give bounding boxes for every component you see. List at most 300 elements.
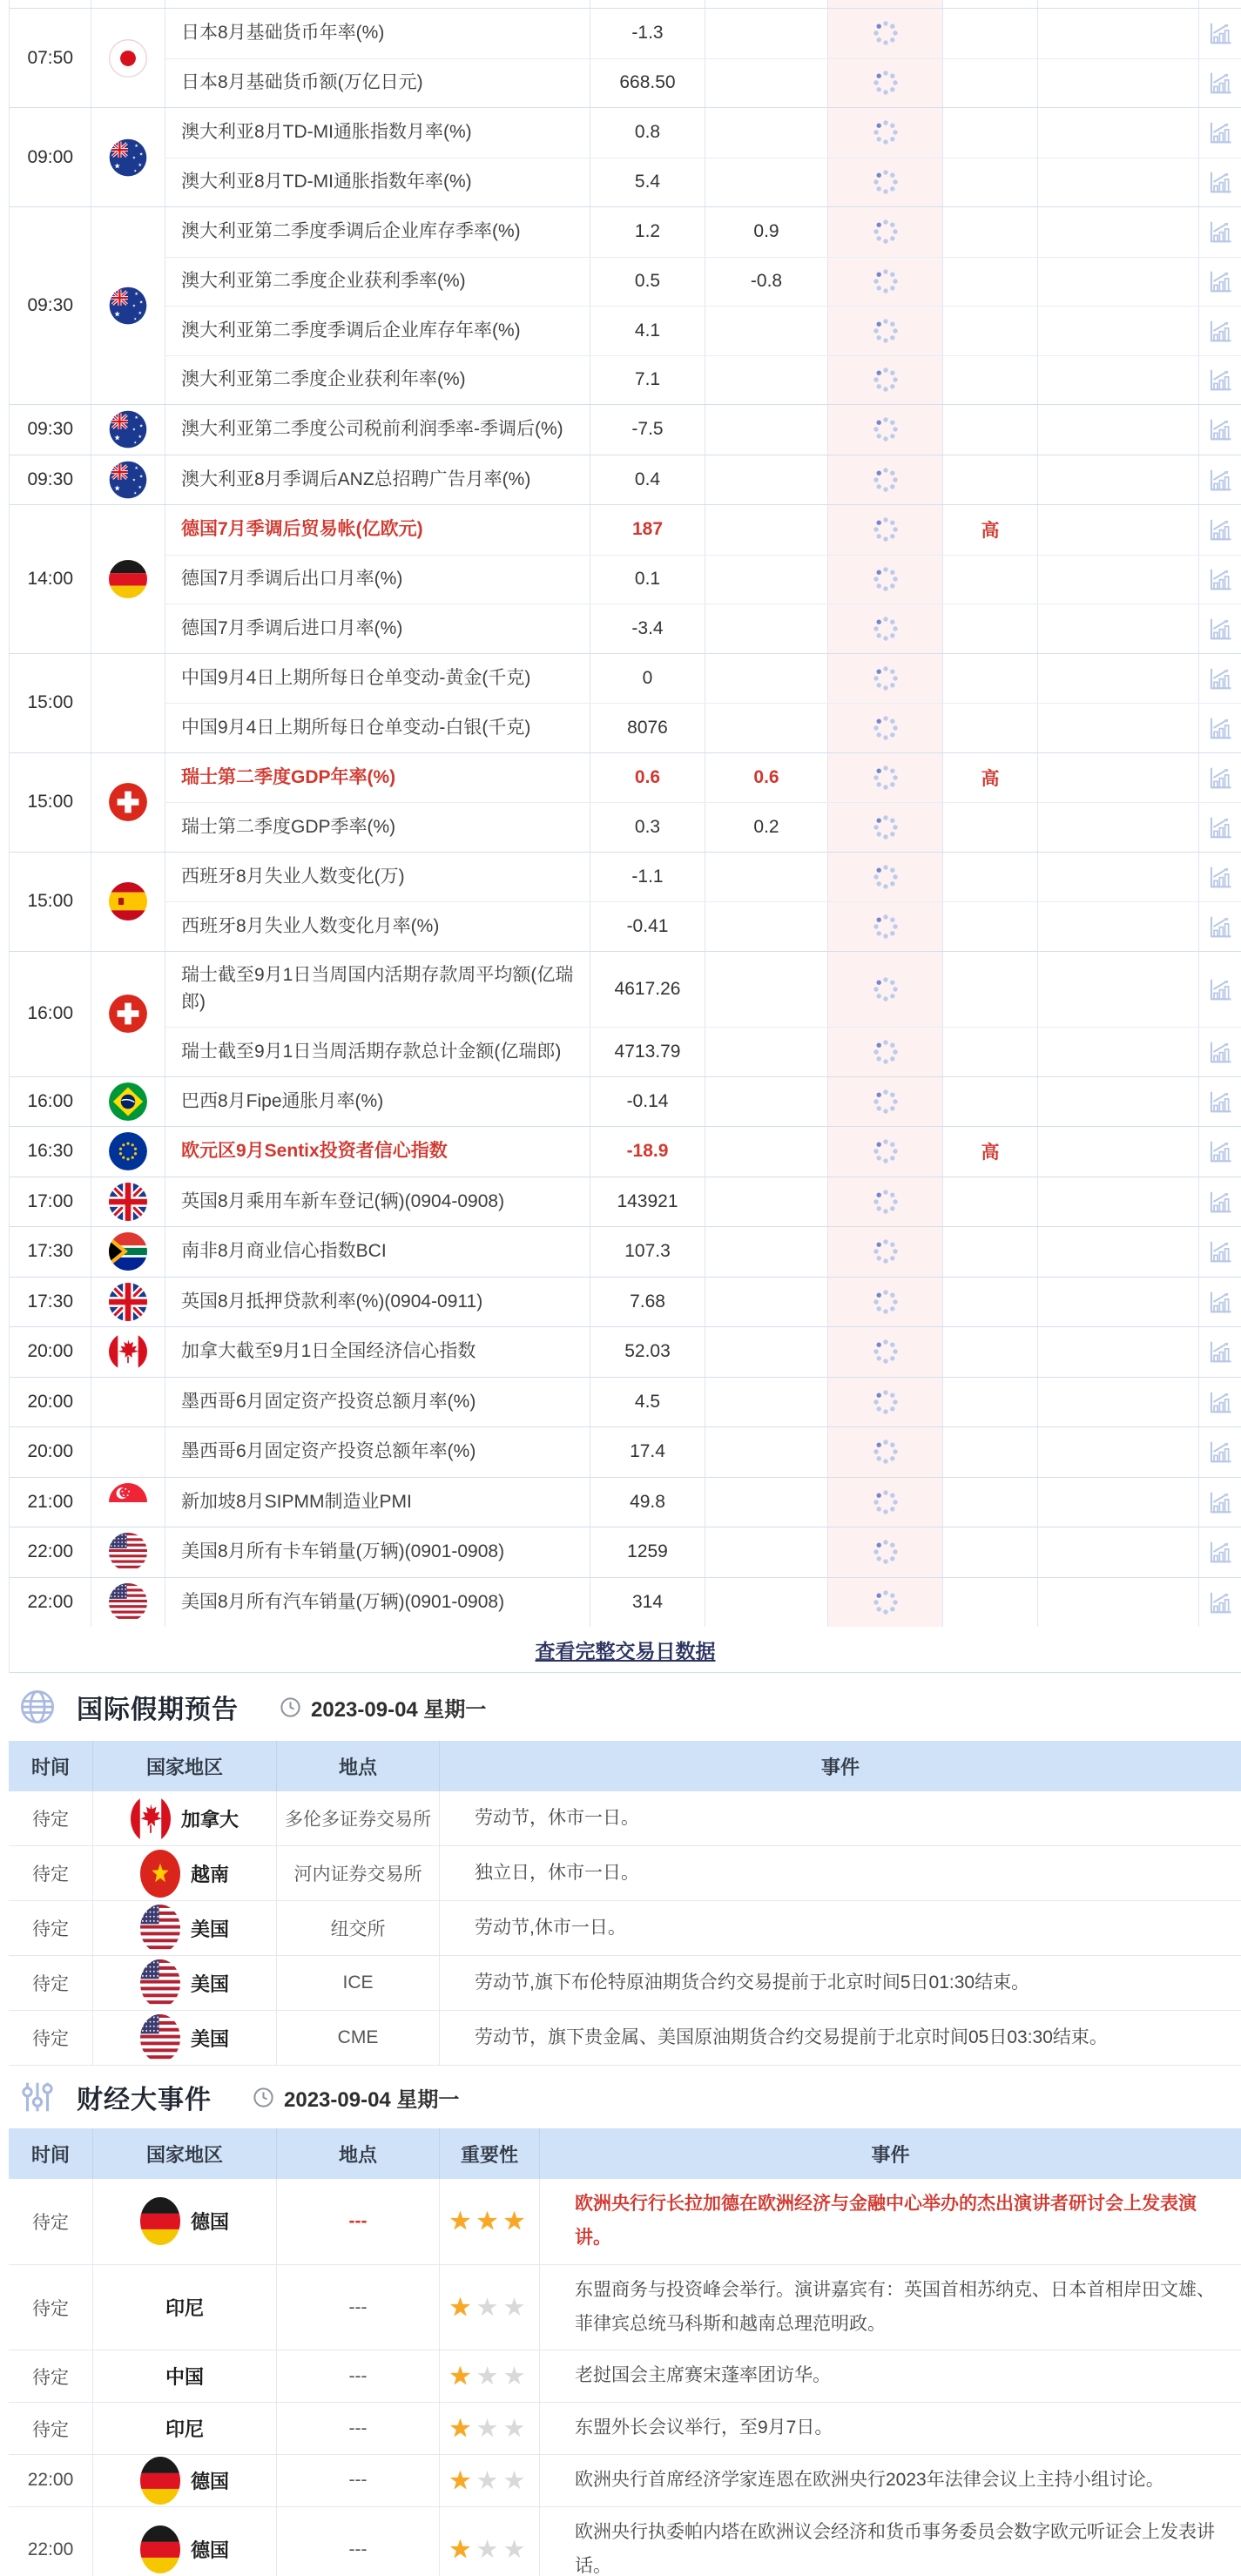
effect-cell xyxy=(1037,1527,1198,1577)
holiday-event-text: 劳动节，旗下贵金属、美国原油期货合约交易提前于北京时间05日03:30结束。 xyxy=(475,2026,1108,2047)
event-time: 22:00 xyxy=(10,1527,91,1577)
previous-value: -0.14 xyxy=(590,1077,705,1127)
holiday-table-header xyxy=(9,1741,1241,1791)
chart-cell xyxy=(1198,1278,1241,1327)
importance-label xyxy=(942,1378,1037,1427)
indicator-name: 德国7月季调后进口月率(%) xyxy=(181,617,403,638)
forecast-value xyxy=(705,1127,827,1177)
chart-cell xyxy=(1198,356,1241,405)
chart-cell xyxy=(1198,207,1241,257)
chart-icon[interactable] xyxy=(1207,70,1233,96)
holiday-place: 纽交所 xyxy=(277,1901,440,1955)
loading-spinner-icon xyxy=(872,1438,900,1466)
event-row xyxy=(9,2350,1241,2403)
effect-cell xyxy=(1037,1478,1198,1527)
chart-cell xyxy=(1198,1527,1241,1577)
holiday-event-text: 独立日，休市一日。 xyxy=(475,1862,639,1883)
previous-value: 52.03 xyxy=(590,1327,705,1377)
chart-icon[interactable] xyxy=(1207,516,1233,543)
event-time: 20:00 xyxy=(10,1427,91,1477)
actual-value-loading xyxy=(827,505,942,555)
indicator-row xyxy=(165,1227,1241,1277)
chart-icon[interactable] xyxy=(1207,1289,1233,1315)
actual-value-loading xyxy=(827,1227,942,1277)
chart-icon[interactable] xyxy=(1207,1238,1233,1264)
indicator-row xyxy=(165,1427,1241,1477)
event-time: 07:50 xyxy=(10,9,91,107)
event-place: --- xyxy=(277,2350,440,2402)
chart-icon[interactable] xyxy=(1207,467,1233,493)
event-time: 14:00 xyxy=(10,505,91,653)
previous-value: 107.3 xyxy=(590,1227,705,1277)
effect-cell xyxy=(1037,803,1198,852)
chart-cell xyxy=(1198,604,1241,653)
chart-cell xyxy=(1198,803,1241,852)
importance-label xyxy=(942,108,1037,158)
previous-value: 0.8 xyxy=(590,108,705,158)
chart-icon[interactable] xyxy=(1207,864,1233,890)
actual-value-loading xyxy=(827,9,942,58)
importance-label xyxy=(942,1028,1037,1076)
indicator-row xyxy=(165,108,1241,158)
star-empty-icon: ★ xyxy=(475,2536,503,2565)
forecast-value xyxy=(705,902,827,951)
effect-cell xyxy=(1037,853,1198,902)
chart-icon[interactable] xyxy=(1207,1138,1233,1164)
loading-spinner-icon xyxy=(872,168,900,196)
loading-spinner-icon xyxy=(872,267,900,295)
actual-value-loading xyxy=(827,1427,942,1477)
flag-de-icon xyxy=(140,2457,180,2505)
effect-cell xyxy=(1037,405,1198,455)
previous-value: -18.9 xyxy=(590,1127,705,1177)
event-time: 17:30 xyxy=(10,1227,91,1277)
chart-icon[interactable] xyxy=(1207,1039,1233,1065)
flag-au-icon xyxy=(109,287,147,325)
holiday-country xyxy=(93,1791,277,1845)
importance-label xyxy=(942,902,1037,951)
forecast-value xyxy=(705,1427,827,1477)
previous-value: 0.4 xyxy=(590,455,705,505)
chart-cell xyxy=(1198,1028,1241,1076)
forecast-value xyxy=(705,1527,827,1577)
flag-gb-icon xyxy=(109,1283,147,1321)
chart-cell xyxy=(1198,753,1241,803)
flag-ca-icon xyxy=(131,1795,171,1843)
loading-spinner-icon xyxy=(872,1137,900,1165)
country-flag-cell xyxy=(91,1478,165,1527)
country-name: 越南 xyxy=(190,1863,229,1885)
event-country xyxy=(93,2403,277,2454)
chart-icon[interactable] xyxy=(1207,268,1233,294)
indicator-name: 澳大利亚第二季度季调后企业库存年率(%) xyxy=(181,320,521,341)
event-place: --- xyxy=(277,2179,440,2264)
chart-icon[interactable] xyxy=(1207,119,1233,145)
loading-spinner-icon xyxy=(872,1288,900,1316)
previous-value: 1259 xyxy=(590,1527,705,1577)
indicator-name: 欧元区9月Sentix投资者信心指数 xyxy=(181,1141,448,1162)
event-place: --- xyxy=(277,2265,440,2350)
actual-value-loading xyxy=(827,455,942,505)
indicator-row xyxy=(165,355,1241,405)
actual-value-loading xyxy=(827,1278,942,1327)
country-flag-cell xyxy=(91,853,165,951)
previous-value: 4617.26 xyxy=(590,952,705,1028)
chart-icon[interactable] xyxy=(1207,616,1233,642)
flag-sg-icon xyxy=(109,1483,147,1521)
forecast-value: 0.6 xyxy=(705,753,827,803)
flag-us-icon xyxy=(140,2014,180,2062)
importance-label xyxy=(942,207,1037,257)
country-flag-cell xyxy=(91,952,165,1076)
star-empty-icon: ★ xyxy=(502,2466,530,2495)
chart-cell xyxy=(1198,1327,1241,1377)
indicator-row xyxy=(165,1127,1241,1177)
chart-icon[interactable] xyxy=(1207,1089,1233,1115)
country-flag-cell xyxy=(91,405,165,455)
chart-icon[interactable] xyxy=(1207,1589,1233,1615)
event-time: 17:30 xyxy=(10,1278,91,1327)
actual-value-loading xyxy=(827,604,942,653)
star-filled-icon: ★ xyxy=(449,2363,476,2391)
indicator-name: 瑞士截至9月1日当周国内活期存款周平均额(亿瑞郎) xyxy=(181,965,574,1012)
event-time: 21:00 xyxy=(10,1478,91,1527)
importance-stars xyxy=(449,2465,530,2496)
previous-value: -1.1 xyxy=(590,853,705,902)
indicator-row xyxy=(165,0,1241,8)
loading-spinner-icon xyxy=(872,516,900,543)
chart-cell xyxy=(1198,1427,1241,1477)
indicator-name: 新加坡8月SIPMM制造业PMI xyxy=(181,1491,412,1512)
country-flag-cell xyxy=(91,1427,165,1477)
clock-icon xyxy=(279,1696,302,1719)
effect-cell xyxy=(1037,1378,1198,1427)
forecast-value xyxy=(705,9,827,58)
indicator-name: 英国8月乘用车新车登记(辆)(0904-0908) xyxy=(181,1190,505,1211)
calendar-time-group xyxy=(10,752,1241,852)
chart-cell xyxy=(1198,505,1241,555)
actual-value-loading xyxy=(827,1077,942,1127)
forecast-value xyxy=(705,1327,827,1377)
calendar-time-group xyxy=(10,1527,1241,1577)
indicator-row xyxy=(165,1378,1241,1427)
flag-ch-icon xyxy=(109,995,147,1033)
actual-value-loading xyxy=(827,952,942,1028)
event-time: 09:30 xyxy=(10,405,91,455)
country-name: 美国 xyxy=(190,2027,229,2050)
importance-label xyxy=(942,1177,1037,1227)
previous-value: 49.8 xyxy=(590,1478,705,1527)
forecast-value xyxy=(705,1278,827,1327)
event-text: 欧洲央行执委帕内塔在欧洲议会经济和货币事务委员会数字欧元听证会上发表讲话。 xyxy=(575,2521,1215,2576)
country-flag-cell xyxy=(91,207,165,404)
forecast-value xyxy=(705,307,827,355)
chart-icon[interactable] xyxy=(1207,765,1233,791)
chart-cell xyxy=(1198,108,1241,158)
forecast-value xyxy=(705,108,827,158)
loading-spinner-icon xyxy=(872,975,900,1003)
previous-value: 5.4 xyxy=(590,158,705,207)
importance-label: 高 xyxy=(942,1127,1037,1177)
header-time: 时间 xyxy=(9,1741,93,1791)
indicator-name: 西班牙8月失业人数变化(万) xyxy=(181,866,405,887)
actual-value-loading xyxy=(827,1578,942,1628)
importance-label xyxy=(942,1077,1037,1127)
effect-cell xyxy=(1037,604,1198,653)
event-time: 20:00 xyxy=(10,1327,91,1377)
holiday-time: 待定 xyxy=(9,1956,93,2010)
chart-icon[interactable] xyxy=(1207,566,1233,592)
chart-cell xyxy=(1198,704,1241,752)
previous-value: 17.4 xyxy=(590,1427,705,1477)
flag-au-icon xyxy=(109,410,147,448)
country-name: 印尼 xyxy=(165,2297,204,2320)
actual-value-loading xyxy=(827,556,942,604)
chart-icon[interactable] xyxy=(1207,219,1233,245)
header-country: 国家地区 xyxy=(93,2128,277,2179)
chart-icon[interactable] xyxy=(1207,416,1233,442)
importance-label xyxy=(942,1327,1037,1377)
calendar-time-group xyxy=(10,1326,1241,1377)
chart-icon[interactable] xyxy=(1207,1489,1233,1515)
effect-cell xyxy=(1037,59,1198,108)
event-time: 09:30 xyxy=(10,455,91,505)
event-time: 16:00 xyxy=(10,952,91,1076)
chart-icon[interactable] xyxy=(1207,1539,1233,1565)
calendar-time-group xyxy=(10,852,1241,951)
holiday-row xyxy=(9,2011,1241,2066)
effect-cell xyxy=(1037,1028,1198,1076)
indicator-row xyxy=(165,1527,1241,1577)
indicator-name: 澳大利亚8月TD-MI通胀指数月率(%) xyxy=(181,122,472,143)
chart-icon[interactable] xyxy=(1207,1389,1233,1415)
loading-spinner-icon xyxy=(872,615,900,643)
actual-value-loading xyxy=(827,902,942,951)
header-country: 国家地区 xyxy=(93,1741,277,1791)
clock-icon xyxy=(252,2086,275,2109)
indicator-row xyxy=(165,257,1241,307)
indicator-name: 英国8月抵押贷款利率(%)(0904-0911) xyxy=(181,1291,483,1312)
indicator-name: 澳大利亚第二季度公司税前利润季率-季调后(%) xyxy=(181,419,563,440)
indicator-row xyxy=(165,9,1241,58)
sliders-icon xyxy=(17,2077,57,2117)
indicator-row xyxy=(165,1027,1241,1076)
flag-de-icon xyxy=(140,2525,180,2573)
chart-cell xyxy=(1198,59,1241,108)
country-name: 德国 xyxy=(190,2211,229,2234)
view-full-data-row xyxy=(10,1627,1241,1673)
effect-cell xyxy=(1037,654,1198,704)
chart-icon[interactable] xyxy=(1207,169,1233,195)
importance-label xyxy=(942,59,1037,108)
importance-label xyxy=(942,258,1037,307)
forecast-value: -0.8 xyxy=(705,258,827,307)
holiday-time: 待定 xyxy=(9,1791,93,1845)
effect-cell xyxy=(1037,1227,1198,1277)
indicator-row xyxy=(165,654,1241,704)
previous-value: 0 xyxy=(590,654,705,704)
indicator-name: 日本8月基础货币年率(%) xyxy=(181,23,385,44)
loading-spinner-icon xyxy=(872,19,900,47)
indicator-name: 西班牙8月失业人数变化月率(%) xyxy=(181,915,440,936)
event-time: 待定 xyxy=(9,2265,93,2350)
country-flag-cell xyxy=(91,1127,165,1177)
loading-spinner-icon xyxy=(872,317,900,345)
holiday-place: 多伦多证券交易所 xyxy=(277,1791,440,1845)
event-time: 待定 xyxy=(9,2179,93,2264)
previous-value: 0.3 xyxy=(590,803,705,852)
chart-cell xyxy=(1198,258,1241,307)
flag-vn-icon xyxy=(140,1850,180,1898)
chart-icon[interactable] xyxy=(1207,1439,1233,1465)
actual-value-loading xyxy=(827,405,942,455)
calendar-time-group xyxy=(10,404,1241,455)
event-importance xyxy=(440,2455,540,2506)
importance-label xyxy=(942,1227,1037,1277)
holiday-row xyxy=(9,1956,1241,2011)
effect-cell xyxy=(1037,307,1198,355)
chart-icon[interactable] xyxy=(1207,1339,1233,1365)
loading-spinner-icon xyxy=(872,813,900,841)
importance-label xyxy=(942,1578,1037,1628)
indicator-name: 墨西哥6月固定资产投资总额年率(%) xyxy=(181,1441,476,1462)
loading-spinner-icon xyxy=(872,118,900,146)
forecast-value xyxy=(705,455,827,505)
calendar-time-group xyxy=(10,504,1241,653)
holiday-place: CME xyxy=(277,2011,440,2065)
indicator-row xyxy=(165,306,1241,355)
events-table xyxy=(9,2128,1241,2576)
indicator-name: 德国7月季调后出口月率(%) xyxy=(181,569,403,590)
indicator-name: 中国9月4日上期所每日仓单变动-黄金(千克) xyxy=(181,667,531,688)
events-section-header xyxy=(0,2066,1241,2128)
forecast-value xyxy=(705,356,827,405)
indicator-row xyxy=(165,753,1241,803)
events-section xyxy=(0,2066,1241,2576)
event-country xyxy=(93,2507,277,2576)
importance-label xyxy=(942,1527,1037,1577)
loading-spinner-icon xyxy=(872,664,900,692)
chart-icon[interactable] xyxy=(1207,318,1233,344)
country-flag-cell xyxy=(91,1077,165,1127)
actual-value-loading xyxy=(827,803,942,852)
event-place: --- xyxy=(277,2455,440,2506)
effect-cell xyxy=(1037,704,1198,752)
calendar-time-group xyxy=(10,1177,1241,1227)
importance-stars xyxy=(449,2292,530,2323)
loading-spinner-icon xyxy=(872,1088,900,1116)
loading-spinner-icon xyxy=(872,415,900,443)
country-name: 美国 xyxy=(190,1972,229,1995)
chart-icon[interactable] xyxy=(1207,665,1233,691)
holiday-country xyxy=(93,1846,277,1900)
importance-label xyxy=(942,803,1037,852)
indicator-row xyxy=(165,604,1241,653)
event-row xyxy=(9,2403,1241,2455)
indicator-row xyxy=(165,1278,1241,1327)
indicator-row xyxy=(165,405,1241,455)
chart-cell xyxy=(1198,158,1241,207)
actual-value-loading xyxy=(827,158,942,207)
indicator-name: 澳大利亚8月季调后ANZ总招聘广告月率(%) xyxy=(181,469,531,489)
actual-value-loading xyxy=(827,1378,942,1427)
flag-es-icon xyxy=(109,882,147,920)
event-country xyxy=(93,2265,277,2350)
calendar-time-group xyxy=(10,951,1241,1076)
flag-ch-icon xyxy=(109,783,147,821)
effect-cell xyxy=(1037,505,1198,555)
holiday-table xyxy=(9,1741,1241,2066)
effect-cell xyxy=(1037,258,1198,307)
chart-cell xyxy=(1198,654,1241,704)
event-importance xyxy=(440,2403,540,2454)
importance-label xyxy=(942,556,1037,604)
calendar-time-group xyxy=(10,455,1241,505)
chart-icon[interactable] xyxy=(1207,20,1233,46)
previous-value: 7.1 xyxy=(590,356,705,405)
forecast-value xyxy=(705,654,827,704)
indicator-row xyxy=(165,1578,1241,1628)
calendar-time-group xyxy=(10,107,1241,206)
indicator-row xyxy=(165,505,1241,555)
holiday-row xyxy=(9,1901,1241,1956)
holiday-row xyxy=(9,1791,1241,1846)
event-importance xyxy=(440,2350,540,2402)
importance-label xyxy=(942,704,1037,752)
star-filled-icon: ★ xyxy=(475,2208,503,2236)
previous-value: 314 xyxy=(590,1578,705,1628)
chart-icon[interactable] xyxy=(1207,715,1233,741)
loading-spinner-icon xyxy=(872,1038,900,1066)
chart-cell xyxy=(1198,1478,1241,1527)
importance-stars xyxy=(449,2534,530,2565)
chart-icon[interactable] xyxy=(1207,976,1233,1002)
previous-value: 7.68 xyxy=(590,1278,705,1327)
indicator-name: 瑞士第二季度GDP年率(%) xyxy=(181,766,396,787)
event-time: 15:00 xyxy=(10,654,91,752)
forecast-value xyxy=(705,1578,827,1628)
country-flag-cell xyxy=(91,455,165,505)
event-time: 22:00 xyxy=(9,2507,93,2576)
flag-us-icon xyxy=(109,1583,147,1622)
star-empty-icon: ★ xyxy=(502,2536,530,2565)
holiday-section xyxy=(0,1673,1241,2066)
chart-cell xyxy=(1198,1378,1241,1427)
flag-us-icon xyxy=(140,1959,180,2007)
header-event: 事件 xyxy=(871,2143,910,2166)
country-name: 德国 xyxy=(190,2470,229,2492)
country-flag-cell xyxy=(91,1378,165,1427)
calendar-time-group xyxy=(10,1277,1241,1327)
indicator-name: 中国9月4日上期所每日仓单变动-白银(千克) xyxy=(181,717,531,738)
country-flag-cell xyxy=(91,654,165,752)
chart-icon[interactable] xyxy=(1207,1189,1233,1215)
loading-spinner-icon xyxy=(872,1388,900,1416)
effect-cell xyxy=(1037,9,1198,58)
holiday-event-text: 劳动节,旗下布伦特原油期货合约交易提前于北京时间5日01:30结束。 xyxy=(475,1972,1030,1993)
chart-icon[interactable] xyxy=(1207,367,1233,393)
calendar-time-group xyxy=(10,653,1241,752)
event-time: 09:30 xyxy=(10,207,91,404)
event-importance xyxy=(440,2265,540,2350)
chart-icon[interactable] xyxy=(1207,914,1233,940)
loading-spinner-icon xyxy=(872,1588,900,1616)
view-full-trading-day-link[interactable]: 查看完整交易日数据 xyxy=(535,1639,716,1662)
previous-value: 0.1 xyxy=(590,556,705,604)
chart-icon[interactable] xyxy=(1207,814,1233,840)
star-filled-icon: ★ xyxy=(449,2536,476,2565)
previous-value: -0.41 xyxy=(590,902,705,951)
